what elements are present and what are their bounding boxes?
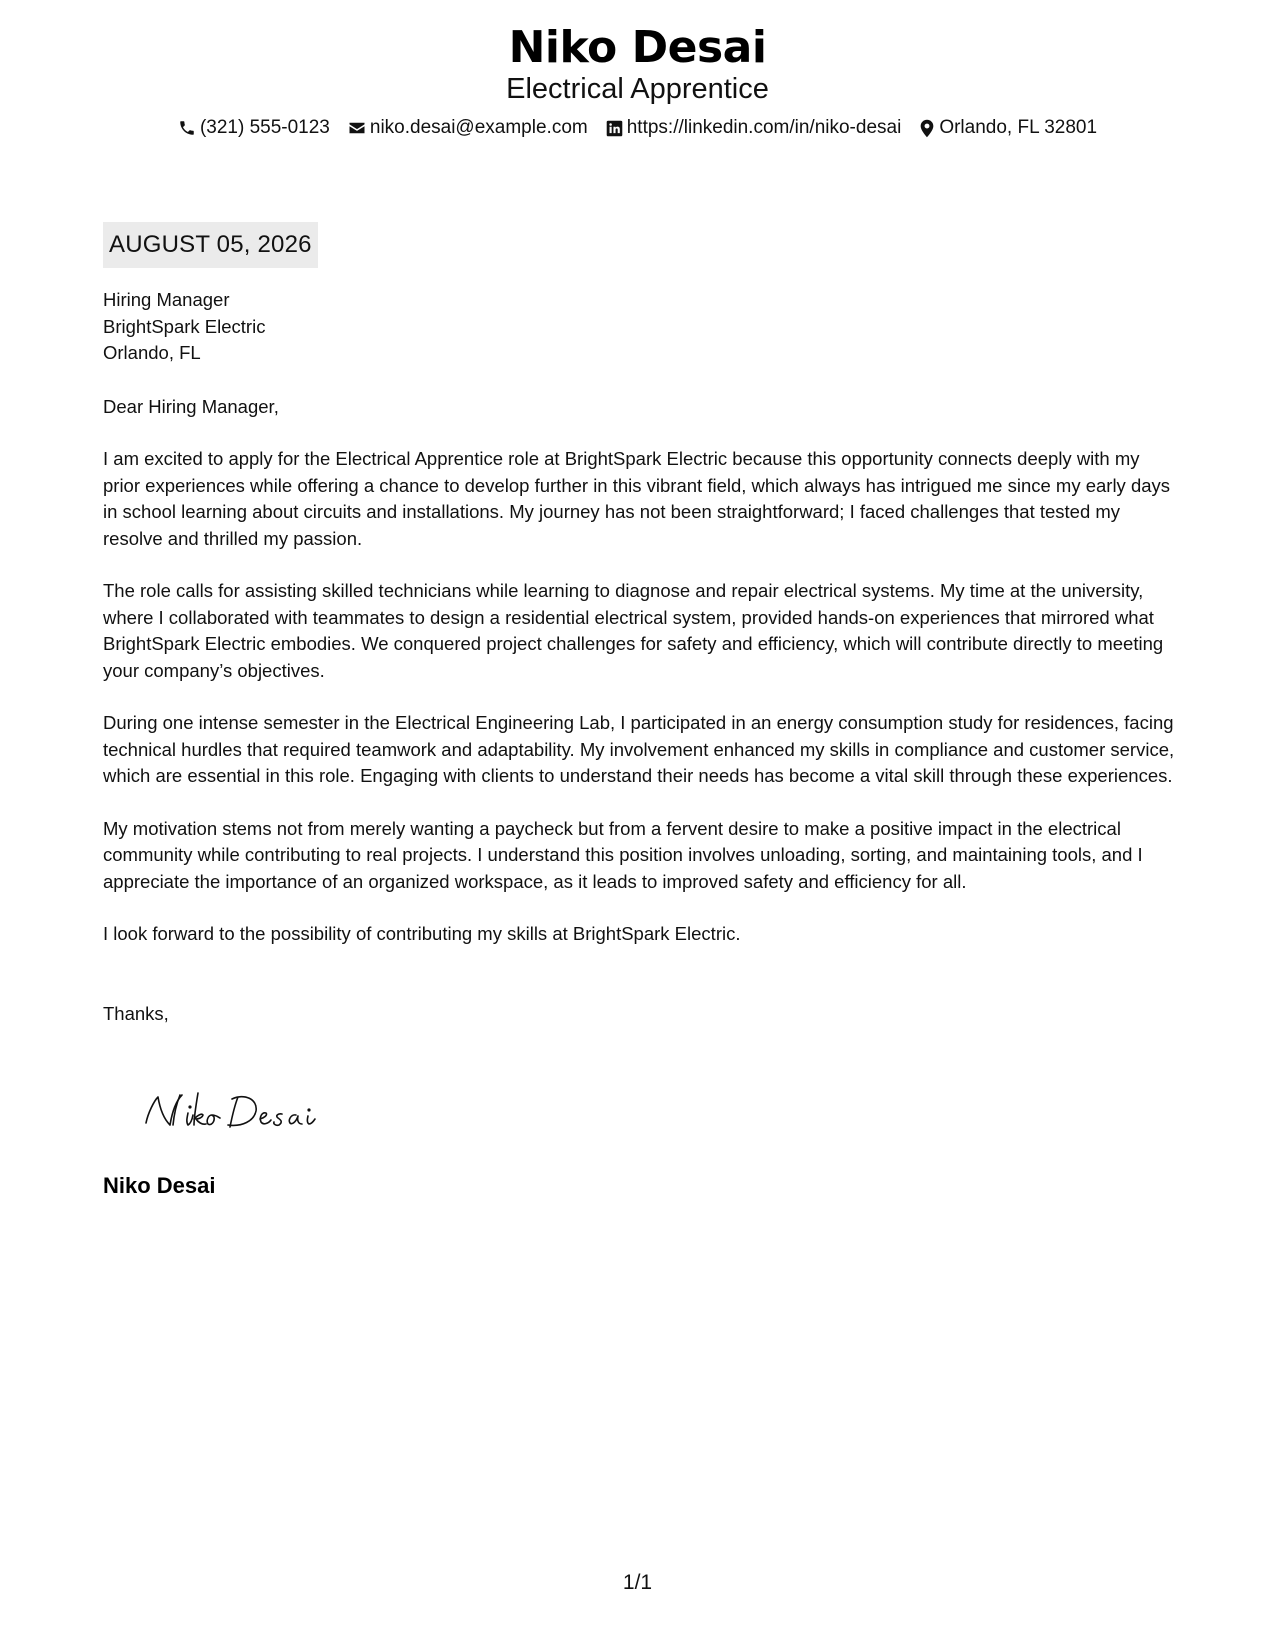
body-paragraph: During one intense semester in the Electrical Engineering Lab, I participated in an energy consumption study for residences, facing technical hurdles that required teamwork and adaptability. My involvement enhanced my skills in compliance and customer service, which are essential in this role. Engaging with clients to understand their needs has become a vital skill through these experiences.: [103, 712, 1175, 786]
handwritten-signature: [140, 1085, 340, 1139]
letter-date: AUGUST 05, 2026: [103, 222, 318, 268]
letter-body: [103, 287, 1175, 1027]
recipient-block: [103, 287, 1175, 367]
page-number: 1/1: [622, 1571, 653, 1594]
recipient-line: Hiring Manager: [103, 289, 230, 310]
location-text: Orlando, FL 32801: [939, 117, 1098, 138]
contact-phone: [178, 116, 330, 140]
email-text: niko.desai@example.com: [369, 117, 588, 138]
salutation: Dear Hiring Manager,: [103, 395, 279, 417]
map-pin-icon: [919, 119, 935, 138]
linkedin-text: https://linkedin.com/in/niko-desai: [626, 117, 902, 138]
contact-linkedin: [606, 116, 902, 140]
contact-location: [919, 116, 1097, 140]
phone-text: (321) 555-0123: [199, 117, 330, 138]
body-paragraph: I look forward to the possibility of contributing my skills at BrightSpark Electric.: [103, 923, 741, 944]
recipient-line: Orlando, FL: [103, 342, 201, 363]
envelope-icon: [348, 119, 366, 137]
linkedin-icon: [606, 120, 623, 137]
recipient-line: BrightSpark Electric: [103, 315, 266, 337]
applicant-title: Electrical Apprentice: [506, 73, 769, 105]
body-paragraph: I am excited to apply for the Electrical Apprentice role at BrightSpark Electric because this opportunity connects deeply with my prior experiences while offering a chance to develop further in this vibrant field, which always has intrigued me since my early days in school learning about circuits and installations. My journey has not been straightforward; I faced challenges that tested my resolve and thrilled my passion.: [103, 448, 1171, 549]
letter-header: [0, 22, 1275, 140]
body-paragraph: The role calls for assisting skilled technicians while learning to diagnose and repair electrical systems. My time at the university, where I collaborated with teammates to design a residential electrical system, provided hands-on experiences that mirrored what BrightSpark Electric embodies. We conquered project challenges for safety and efficiency, which will contribute directly to meeting your company’s objectives.: [103, 580, 1164, 681]
contact-bar: [0, 116, 1275, 140]
closing: Thanks,: [103, 1002, 169, 1024]
signed-name: Niko Desai: [103, 1173, 216, 1198]
body-paragraph: My motivation stems not from merely wanting a paycheck but from a fervent desire to make a positive impact in the electrical community while contributing to real projects. I understand this position involves unloading, sorting, and maintaining tools, and I appreciate the importance of an organized workspace, as it leads to improved safety and efficiency for all.: [103, 817, 1143, 892]
phone-icon: [178, 119, 196, 137]
contact-email: [348, 116, 588, 140]
applicant-name: Niko Desai: [508, 22, 767, 73]
